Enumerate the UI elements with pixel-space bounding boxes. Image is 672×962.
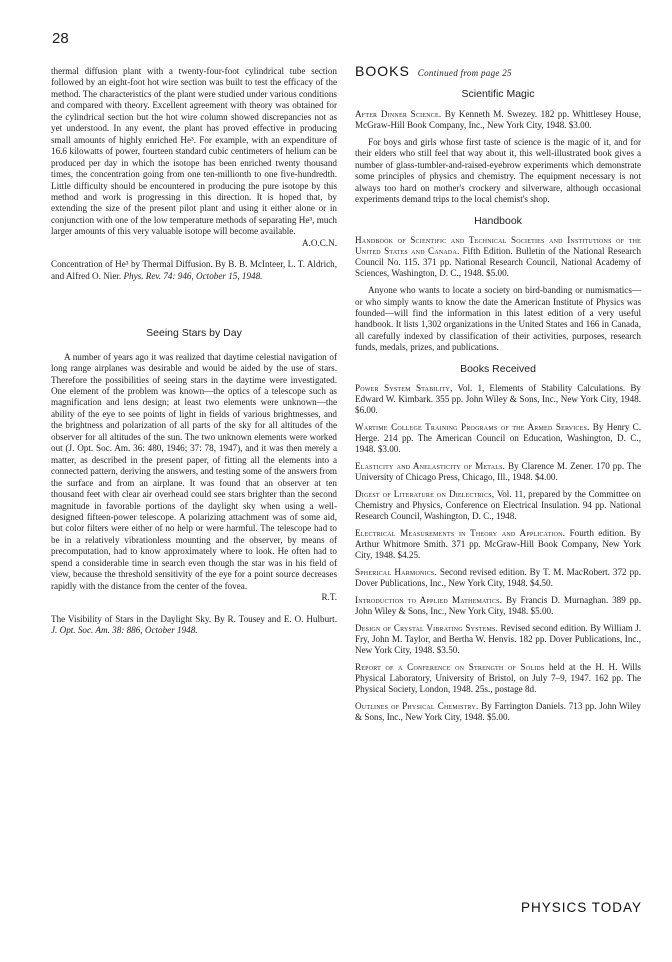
book-entry [355, 567, 641, 589]
book-entry [355, 623, 641, 656]
book-title: Outlines of Physical Chemistry. [355, 701, 479, 712]
reference-stars [51, 614, 337, 637]
book-details: By Francis D. Murnaghan. 389 pp. John Wiley & Sons, Inc., New York City, 1948. $5.00. [355, 595, 641, 617]
reference-stars-journal: J. Opt. Soc. Am. 38: 886, October 1948. [51, 625, 198, 636]
book-title: Wartime College Training Programs of the Armed Services. [355, 422, 590, 433]
book-entry [355, 461, 641, 483]
reference-he3-journal: Phys. Rev. 74: 946, October 15, 1948. [123, 270, 263, 281]
seeing-stars-heading: Seeing Stars by Day [146, 327, 242, 340]
book-details: Vol. 11, prepared by the Committee on Chemistry and Physics, Conference on Electrical Insulation. 94 pp. National Research Council, Washington, D. C., 1948. [355, 489, 641, 522]
book-entry [355, 528, 641, 561]
book-details: Fourth edition. By Arthur Whitmore Smith. 371 pp. McGraw-Hill Book Company, New York City, 1948. $4.25. [355, 528, 641, 561]
left-column [51, 66, 337, 636]
book-entry [355, 422, 641, 455]
seeing-stars-signoff: R.T. [321, 592, 337, 603]
footer-title: PHYSICS TODAY [520, 900, 642, 915]
reference-he3-text: Concentration of He³ by Thermal Diffusion. By B. B. McInteer, L. T. Aldrich, and Alfred O. Nier. [51, 259, 337, 281]
book-details: held at the H. H. Wills Physical Laboratory, University of Bristol, on July 7–9, 1947. 162 pp. The Physical Society, London, 1948. 25s., postage 8d. [355, 662, 641, 695]
handbook-paragraph: Anyone who wants to locate a society on bird-banding or numismatics—or who simply wants to know the date the American Institute of Physics was founded—will find the information in this latest edition of a very useful handbook. It lists 1,302 organizations in the United States and 166 in Canada, all carefully indexed by classification of their activities, purposes, research funds, medals, prizes, and publications. [355, 285, 641, 353]
scientific-magic-paragraph: For boys and girls whose first taste of science is the magic of it, and for their elders who still feel that way about it, this well-illustrated book gives a number of glass-tumbler-and-raised-eyebrow experiments which demonstrate some principles of physics and chemistry. The equipment necessary is not always too hard on mother's crockery and silverware, although occasional experiments demand trips to the local chemist's shop. [355, 136, 641, 205]
book-entry [355, 662, 641, 695]
book-details: Vol. 1, Elements of Stability Calculations. By Edward W. Kimbark. 355 pp. John Wiley & Sons, Inc., New York City, 1948. $6.00. [355, 383, 641, 416]
book-entry [355, 595, 641, 617]
books-received-heading: Books Received [460, 362, 536, 375]
intro-signoff: A.O.C.N. [302, 237, 337, 248]
book-entry [355, 701, 641, 723]
book-title: Digest of Literature on Dielectrics, [355, 489, 495, 500]
page-number: 28 [52, 30, 69, 47]
book-entry [355, 383, 641, 416]
book-details: By Henry C. Herge. 214 pp. The American Council on Education, Washington, D. C., 1948. $3.00. [355, 422, 641, 455]
book-details: By Clarence M. Zener. 170 pp. The University of Chicago Press, Chicago, Ill., 1948. $4.00. [355, 461, 642, 483]
intro-paragraph: thermal diffusion plant with a twenty-four-foot cylindrical tube section followed by an eight-foot hot wire section was built to test the efficacy of the method. The characteristics of the plant were studied under various conditions and compared with theory. Excellent agreement with theory was obtained for the cylindrical section but the hot wire column showed discrepancies not as yet understood. In any event, the plant has proved effective in producing small amounts of highly enriched He³. For example, with an expenditure of 16.6 kilowatts of power, fourteen standard cubic centimeters of helium can be produced per day in which the isotope has been enriched twenty thousand times, the concentration going from one ten-millionth to one five-hundredth. Little difficulty should be encountered in producing the pure isotope by this method and work is progressing in this direction. It is hoped that, by extending the size of the present pilot plant and using it either alone or in conjunction with one of the low temperature methods of separating He³, much larger amounts of this very valuable isotope will become available. [51, 66, 337, 237]
books-received-list [355, 383, 641, 723]
books-label: BOOKS [355, 63, 410, 79]
book-details: By Farrington Daniels. 713 pp. John Wiley & Sons, Inc., New York City, 1948. $5.00. [355, 701, 641, 723]
handbook-entry-rest: Fifth Edition. Bulletin of the National Research Council No. 115. 371 pp. National Research Council, National Academy of Sciences, Washington, D. C., 1948. $5.00. [355, 246, 642, 279]
continued-label: Continued from page 25 [417, 68, 512, 78]
seeing-stars-paragraph: A number of years ago it was realized that daytime celestial navigation of long range airplanes was desirable and would be aided by the use of stars. Therefore the possibilities of seeing stars in the daytime were investigated. One element of the problem was known—the optics of a telescope such as magnification and lens design; at least two elements were unknown—the ability of the eye to see points of light in fields of various brightnesses, and the brightness and polarization of all parts of the sky for all altitudes of the observer for all altitudes of the sun. The two unknown elements were worked out (J. Opt. Soc. Am. 36: 480, 1946; 37: 78, 1947), and it was then merely a matter, as described in the present paper, of fitting all the elements into a connected pattern, deriving the answers, and testing some of the answers from the surface and from an airplane. It was found that an observer at ten thousand feet with clear air overhead could see stars brighter than the second magnitude in favorable portions of the daylight sky when using a well-designed fifteen-power telescope. A polarizing attachment was of some aid, but color filters were either of no help or were harmful. The telescope had to be in a relatively vibrationless mounting and the observer, by means of precomputation, had to know approximately where to look. He often had to spend a considerable time in search even though the star was in his field of view, because the threshold sensitivity of the eye for a point source decreases rapidly with the distance from the center of the fovea. [51, 351, 337, 591]
scientific-magic-entry-title: After Dinner Science. [355, 108, 442, 119]
book-title: Elasticity and Anelasticity of Metals. [355, 461, 506, 472]
book-details: Revised second edition. By William J. Fry, John M. Taylor, and Bertha W. Henvis. 182 pp. Dover Publications, Inc., New York City, 1948. $3.50. [355, 623, 642, 656]
book-title: Design of Crystal Vibrating Systems. [355, 623, 499, 634]
book-details: Second revised edition. By T. M. MacRobert. 372 pp. Dover Publications, Inc., New York City, 1948. $4.50. [355, 567, 642, 589]
right-column [355, 63, 642, 729]
book-title: Electrical Measurements in Theory and Application. [355, 528, 566, 539]
reference-stars-text: The Visibility of Stars in the Daylight Sky. By R. Tousey and E. O. Hulburt. [51, 613, 337, 624]
reference-he3 [51, 259, 337, 282]
scientific-magic-heading: Scientific Magic [461, 88, 535, 101]
books-header [355, 63, 641, 79]
scientific-magic-entry [355, 109, 641, 131]
handbook-entry [355, 235, 641, 279]
handbook-heading: Handbook [474, 214, 522, 227]
handbook-entry-title: Handbook of Scientific and Technical Societies and Institutions of the United States and Canada. [355, 235, 641, 257]
book-title: Report of a Conference on Strength of Solids [355, 662, 545, 673]
book-title: Power System Stability, [355, 383, 453, 394]
book-entry [355, 489, 641, 522]
book-title: Introduction to Applied Mathematics. [355, 595, 503, 606]
scientific-magic-entry-rest: By Kenneth M. Swezey. 182 pp. Whittlesey House, McGraw-Hill Book Company, Inc., New York City, 1948. $3.00. [355, 108, 642, 130]
book-title: Spherical Harmonics. [355, 567, 437, 578]
